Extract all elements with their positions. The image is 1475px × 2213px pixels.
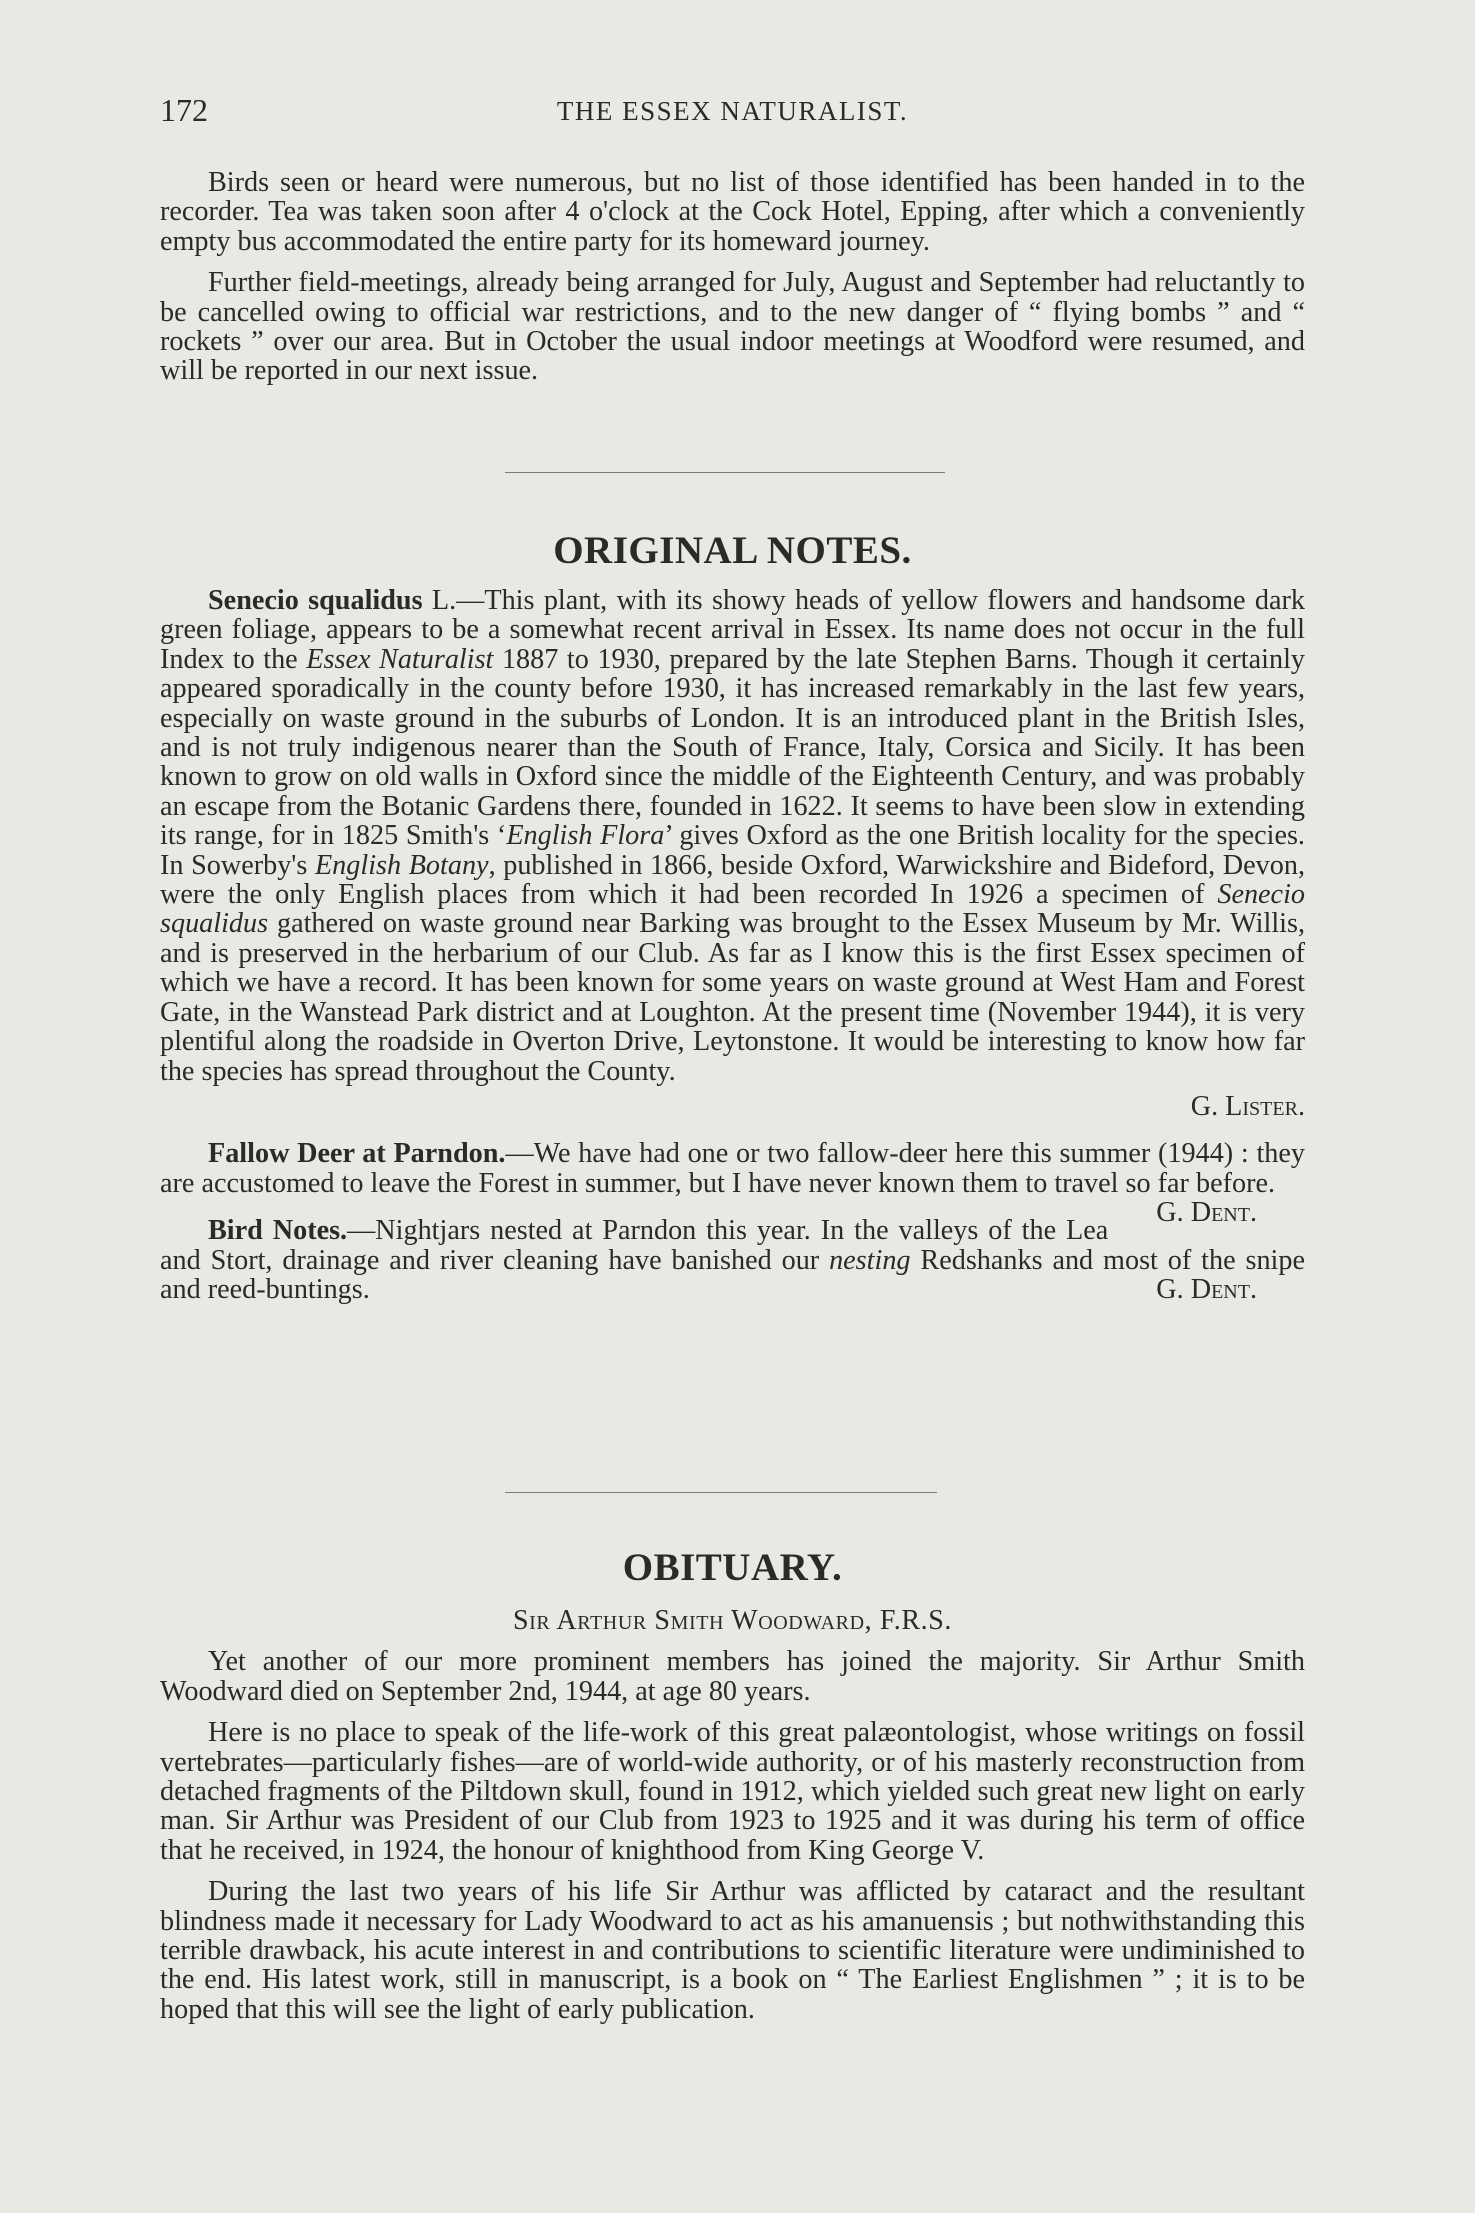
intro-section [160, 168, 1305, 398]
bird-notes-signature: G. Dent. [1156, 1273, 1257, 1305]
fallow-deer-note-lead: Fallow Deer at Parndon. [208, 1138, 506, 1170]
fallow-deer-note-signature: G. Dent. [1156, 1197, 1257, 1229]
obituary-heading: OBITUARY. [622, 1546, 843, 1589]
bird-notes-lead: Bird Notes. [208, 1215, 348, 1247]
intro-paragraph-2: Further field-meetings, already being arranged for July, August and September had reluctantly to be cancelled owing to official war restrictions, and to the new danger of “ flying bombs ” and “ rockets ” over our area. But in October the usual indoor meetings at Woodford were resumed, and will be reported in our next issue. [160, 267, 1305, 387]
senecio-note-signature: G. Lister. [1190, 1090, 1305, 1122]
obituary-subheading: Sir Arthur Smith Woodward, F.R.S. [512, 1605, 953, 1636]
obituary-section [160, 1606, 1305, 2036]
obituary-paragraph-1: Yet another of our more prominent members has joined the majority. Sir Arthur Smith Woodward died on September 2nd, 1944, at age 80 years. [160, 1646, 1305, 1707]
original-notes-heading: ORIGINAL NOTES. [553, 529, 912, 572]
section-divider [505, 472, 945, 473]
obituary-paragraph-2: Here is no place to speak of the life-work of this great palæontologist, whose writings on fossil vertebrates—particularly fishes—are of world-wide authority, or of his masterly reconstruction from detached fragments of the Piltdown skull, found in 1912, which yielded such great new light on early man. Sir Arthur was President of our Club from 1923 to 1925 and it was during his term of office that he received, in 1924, the honour of knighthood from King George V. [160, 1717, 1305, 1866]
page-header [160, 92, 1305, 136]
obituary-paragraph-3: During the last two years of his life Sir Arthur was afflicted by cataract and the resultant blindness made it necessary for Lady Woodward to act as his amanuensis ; but nothwithstanding this terrible drawback, his acute interest in and contributions to scientific literature were undiminished to the end. His latest work, still in manuscript, is a book on “ The Earliest Englishmen ” ; it is to be hoped that this will see the light of early publication. [160, 1876, 1305, 2025]
page-number: 172 [160, 92, 208, 128]
senecio-note: Senecio squalidus L.—This plant, with its showy heads of yellow flowers and handsome dark green foliage, appears to be a somewhat recent arrival in Essex. Its name does not occur in the full Index to the Essex Naturalist 1887 to 1930, prepared by the late Stephen Barns. Though it certainly appeared sporadically in the county before 1930, it has increased remarkably in the last few years, especially on waste ground in the suburbs of London. It is an introduced plant in the British Isles, and is not truly indigenous nearer than the South of France, Italy, Corsica and Sicily. It has been known to grow on old walls in Oxford since the middle of the Eighteenth Century, and was probably an escape from the Botanic Gardens there, founded in 1622. It seems to have been slow in extending its range, for in 1825 Smith's ‘English Flora’ gives Oxford as the one British locality for the species. In Sowerby's English Botany, published in 1866, beside Oxford, Warwickshire and Bideford, Devon, were the only English places from which it had been recorded In 1926 a specimen of Senecio squalidus gathered on waste ground near Barking was brought to the Essex Museum by Mr. Willis, and is preserved in the herbarium of our Club. As far as I know this is the first Essex specimen of which we have a record. It has been known for some years on waste ground at West Ham and Forest Gate, in the Wanstead Park district and at Loughton. At the present time (November 1944), it is very plentiful along the roadside in Overton Drive, Leytonstone. It would be interesting to know how far the species has spread throughout the County. [160, 585, 1305, 1087]
bird-notes: Bird Notes.—Nightjars nested at Parndon this year. In the valleys of the Lea and Stort, drainage and river cleaning have banished our nesting Redshanks and most of the snipe and reed-buntings. G. Dent. [160, 1215, 1305, 1305]
running-title: THE ESSEX NATURALIST. [556, 96, 909, 126]
section-divider [505, 1492, 937, 1493]
senecio-note-lead: Senecio squalidus [208, 585, 423, 616]
fallow-deer-note: Fallow Deer at Parndon.—We have had one or two fallow-deer here this summer (1944) : they are accustomed to leave the Forest in summer, but I have never known them to travel so far before. G. Dent. [160, 1138, 1305, 1229]
original-notes-section [160, 586, 1305, 1316]
intro-paragraph-1: Birds seen or heard were numerous, but no list of those identified has been handed in to the recorder. Tea was taken soon after 4 o'clock at the Cock Hotel, Epping, after which a conveniently empty bus accommodated the entire party for its homeward journey. [160, 167, 1305, 257]
